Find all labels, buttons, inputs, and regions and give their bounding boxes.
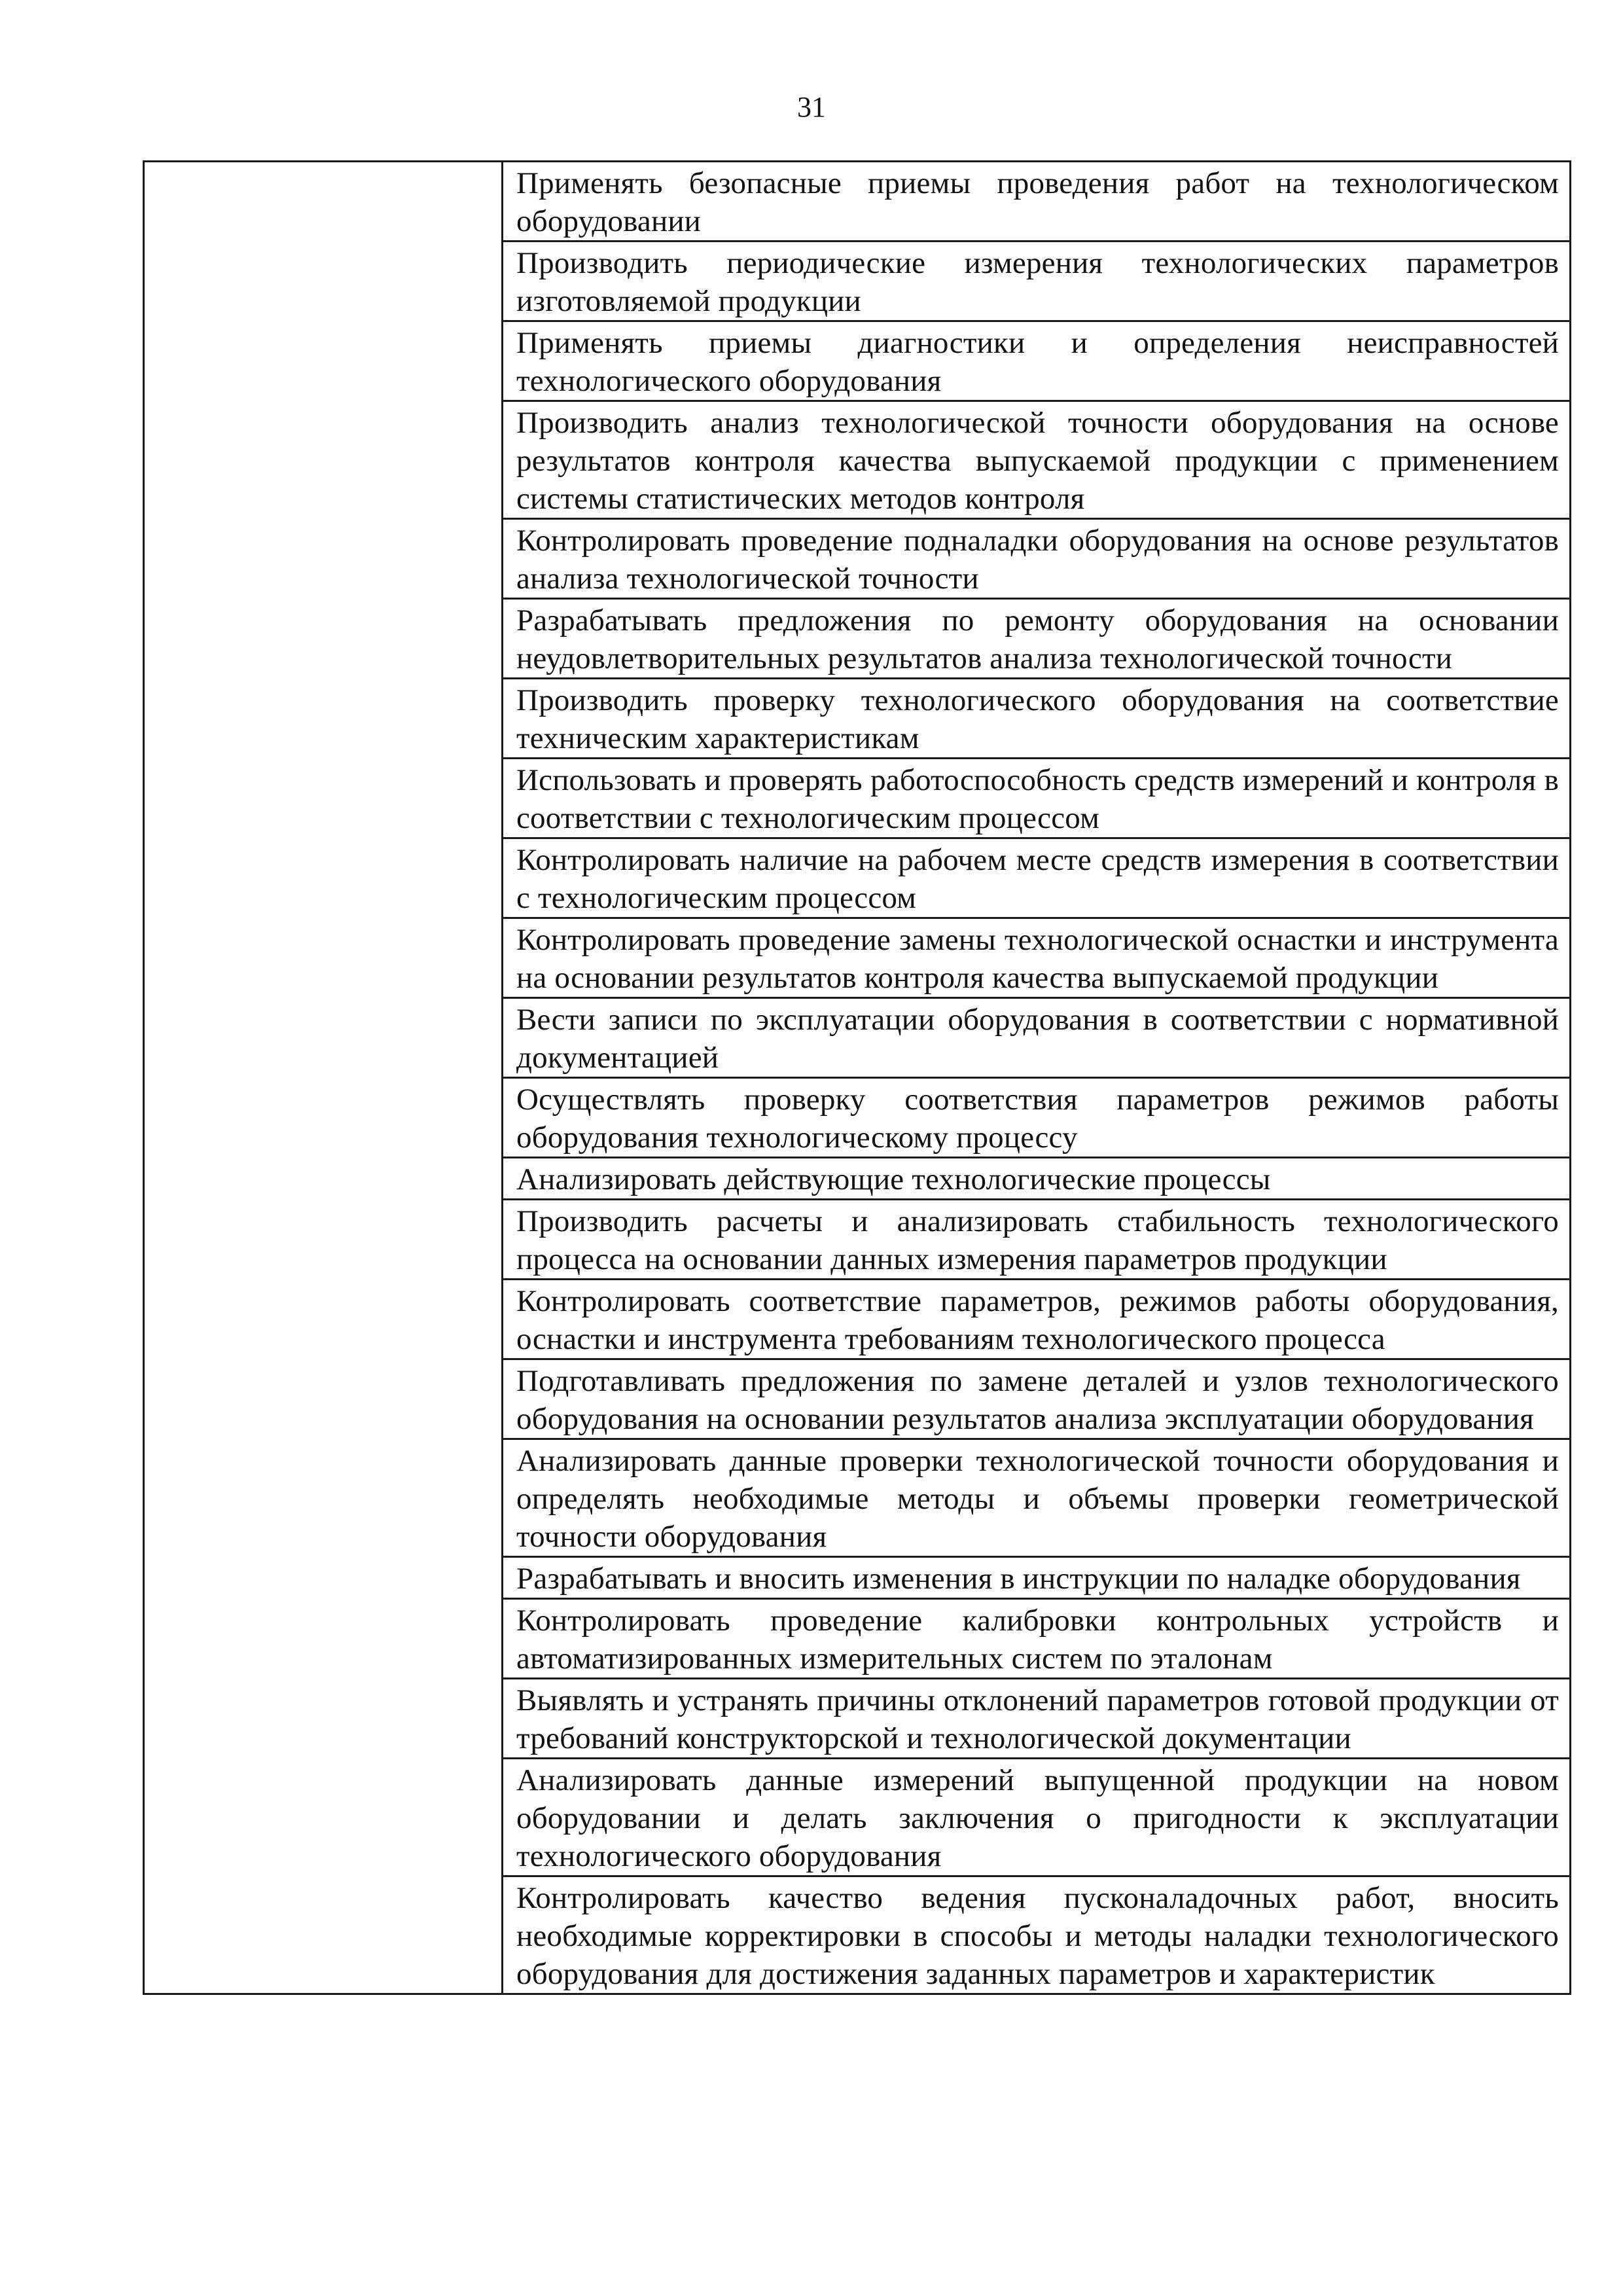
- skill-text: Контролировать качество ведения пусконаладочных работ, вносить необходимые корректировки в способы и методы наладки технологического оборудования для достижения заданных параметров и характеристик: [516, 1881, 1559, 1991]
- skill-cell: [503, 1759, 1571, 1876]
- skill-cell: [503, 918, 1571, 998]
- skill-text: Контролировать проведение замены технологической оснастки и инструмента на основании результатов контроля качества выпускаемой продукции: [516, 923, 1559, 995]
- skill-cell: [503, 401, 1571, 519]
- skill-text: Контролировать проведение калибровки контрольных устройств и автоматизированных измерительных систем по эталонам: [516, 1604, 1559, 1676]
- skill-cell: [503, 1280, 1571, 1359]
- skill-text: Контролировать проведение подналадки оборудования на основе результатов анализа технологической точности: [516, 524, 1559, 596]
- skill-cell: [503, 1599, 1571, 1679]
- skill-cell: [503, 242, 1571, 321]
- skill-cell: [503, 679, 1571, 759]
- skill-text: Производить проверку технологического оборудования на соответствие техническим характеристикам: [516, 683, 1559, 755]
- skill-text: Осуществлять проверку соответствия параметров режимов работы оборудования технологическому процессу: [516, 1083, 1559, 1155]
- skill-cell: [503, 759, 1571, 838]
- skill-text: Подготавливать предложения по замене деталей и узлов технологического оборудования на основании результатов анализа эксплуатации оборудования: [516, 1364, 1559, 1436]
- skill-text: Разрабатывать и вносить изменения в инструкции по наладке оборудования: [516, 1562, 1521, 1596]
- skill-text: Вести записи по эксплуатации оборудования в соответствии с нормативной документацией: [516, 1003, 1559, 1075]
- skill-text: Анализировать действующие технологические процессы: [516, 1162, 1271, 1196]
- skill-text: Производить анализ технологической точности оборудования на основе результатов контроля качества выпускаемой продукции с применением системы статистических методов контроля: [516, 406, 1559, 516]
- skill-text: Производить расчеты и анализировать стабильность технологического процесса на основании данных измерения параметров продукции: [516, 1204, 1559, 1276]
- skill-text: Применять приемы диагностики и определения неисправностей технологического оборудования: [516, 326, 1559, 398]
- skill-cell: [503, 321, 1571, 401]
- skill-cell: [503, 1557, 1571, 1599]
- skill-cell: [503, 1359, 1571, 1439]
- skill-cell: [503, 838, 1571, 918]
- skill-text: Анализировать данные проверки технологической точности оборудования и определять необходимые методы и объемы проверки геометрической точности оборудования: [516, 1444, 1559, 1554]
- skill-cell: [503, 998, 1571, 1078]
- skill-text: Анализировать данные измерений выпущенной продукции на новом оборудовании и делать заключения о пригодности к эксплуатации технологического оборудования: [516, 1763, 1559, 1873]
- skill-cell: [503, 162, 1571, 242]
- skill-cell: [503, 1200, 1571, 1280]
- skill-cell: [503, 1158, 1571, 1200]
- skill-cell: [503, 599, 1571, 679]
- skill-text: Выявлять и устранять причины отклонений параметров готовой продукции от требований конструкторской и технологической документации: [516, 1683, 1559, 1755]
- skill-cell: [503, 1439, 1571, 1557]
- skill-cell: [503, 1078, 1571, 1158]
- skills-table: [143, 160, 1571, 1995]
- skill-text: Использовать и проверять работоспособность средств измерений и контроля в соответствии с технологическим процессом: [516, 763, 1559, 835]
- page-number: 31: [797, 91, 826, 123]
- skill-text: Разрабатывать предложения по ремонту оборудования на основании неудовлетворительных результатов анализа технологической точности: [516, 603, 1559, 675]
- table-row: [144, 162, 1571, 242]
- skill-text: Контролировать наличие на рабочем месте средств измерения в соответствии с технологическим процессом: [516, 843, 1559, 915]
- skill-text: Контролировать соответствие параметров, режимов работы оборудования, оснастки и инструмента требованиям технологического процесса: [516, 1284, 1559, 1356]
- skill-cell: [503, 519, 1571, 599]
- skill-text: Производить периодические измерения технологических параметров изготовляемой продукции: [516, 246, 1559, 318]
- empty-left-cell: [144, 162, 503, 1994]
- skill-cell: [503, 1876, 1571, 1994]
- skill-text: Применять безопасные приемы проведения работ на технологическом оборудовании: [516, 166, 1559, 238]
- skill-cell: [503, 1679, 1571, 1759]
